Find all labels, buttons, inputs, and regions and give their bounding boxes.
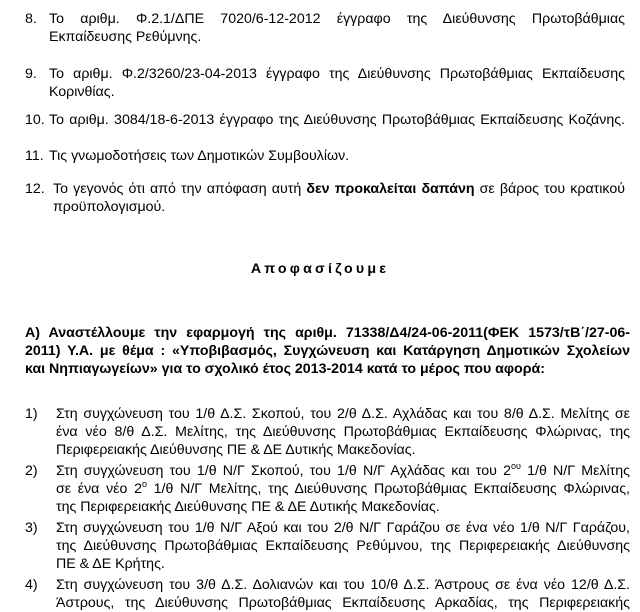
item-text (49, 147, 625, 165)
consideration-item-12 (25, 180, 625, 216)
item-text (56, 405, 630, 459)
item-text-line (56, 480, 630, 498)
item-number: 11. (25, 148, 44, 164)
decision-heading: Αποφασίζουμε (250, 261, 390, 277)
item-text-line: Στη συγχώνευση του 1/θ Ν/Γ Αξού και του 2/θ Ν/Γ Γαράζου σε ένα νέο 1/θ Ν/Γ Γαράζου, (56, 520, 630, 536)
item-number: 4) (25, 577, 38, 593)
item-text-segment: 1/θ Ν/Γ Μελίτης (520, 463, 630, 479)
decision-item-2 (25, 462, 630, 516)
item-text (49, 111, 625, 129)
item-text (53, 180, 625, 216)
section-a-paragraph (25, 324, 630, 378)
consideration-item-11 (25, 147, 625, 165)
item-text-line: Στη συγχώνευση του 3/θ Δ.Σ. Δολιανών και του 10/θ Δ.Σ. Άστρους σε ένα νέο 12/θ Δ.Σ. (56, 577, 630, 593)
item-number: 3) (25, 520, 38, 536)
decision-item-3 (25, 519, 630, 573)
item-text (56, 462, 630, 516)
section-a-line: Α) Αναστέλλουμε την εφαρμογή της αριθμ. 71338/Δ4/24-06-2011(ΦΕΚ 1573/τΒ΄/27-06- (25, 325, 630, 341)
item-text-line: Άστρους, της Διεύθυνσης Πρωτοβάθμιας Εκπαίδευσης Αρκαδίας, της Περιφερειακής (56, 595, 630, 611)
ordinal-superscript: ο (141, 479, 147, 489)
item-text-line: Περιφερειακής Διεύθυνσης ΠΕ & ΔΕ Δυτικής Μακεδονίας. (56, 442, 416, 458)
section-a-line: 2011) Υ.Α. με θέμα : «Υποβιβασμός, Συγχώνευση και Κατάργηση Δημοτικών Σχολείων (25, 343, 630, 359)
item-number: 8. (25, 11, 37, 27)
item-text-segment: σε ένα νέο 2 (56, 481, 142, 497)
decision-item-4 (25, 576, 630, 612)
item-text-line: Τις γνωμοδοτήσεις των Δημοτικών Συμβουλίων. (49, 148, 350, 164)
consideration-item-10 (25, 111, 625, 129)
item-text-segment: σε βάρος του κρατικού (474, 181, 625, 197)
item-text-line: ΠΕ & ΔΕ Κρήτης. (56, 556, 165, 572)
item-text-line: της Διεύθυνσης Πρωτοβάθμιας Εκπαίδευσης Ρεθύμνου, της Περιφερειακής Διεύθυνσης (56, 538, 630, 554)
item-text-line: Κορινθίας. (49, 84, 115, 100)
item-text-line: Το αριθμ. Φ.2.1/ΔΠΕ 7020/6-12-2012 έγγραφο της Διεύθυνσης Πρωτοβάθμιας (49, 11, 625, 27)
item-text-line: Στη συγχώνευση του 1/θ Δ.Σ. Σκοπού, του 2/θ Δ.Σ. Αχλάδας και του 8/θ Δ.Σ. Μελίτης σε (56, 406, 630, 422)
item-number: 10. (25, 112, 45, 128)
item-number: 2) (25, 463, 38, 479)
item-text-line: της Περιφερειακής Διεύθυνσης ΠΕ & ΔΕ Δυτικής Μακεδονίας. (56, 499, 440, 515)
item-text (49, 65, 625, 101)
item-text (49, 10, 625, 46)
item-number: 1) (25, 406, 38, 422)
item-text (56, 519, 630, 573)
item-number: 12. (25, 181, 45, 197)
item-text-line: ένα νέο 8/θ Δ.Σ. Μελίτης, της Διεύθυνσης Πρωτοβάθμιας Εκπαίδευσης Φλώρινας, της (56, 424, 630, 440)
item-text-line: προϋπολογισμού. (53, 199, 166, 215)
no-expense-emphasis: δεν προκαλείται δαπάνη (306, 181, 475, 197)
item-text-line (53, 180, 625, 198)
decision-item-1 (25, 405, 630, 459)
item-text-segment: Στη συγχώνευση του 1/θ Ν/Γ Σκοπού, του 1/θ Ν/Γ Αχλάδας και του 2 (56, 463, 511, 479)
consideration-item-8 (25, 10, 625, 46)
ordinal-superscript: ου (510, 461, 521, 471)
item-text-line: Το αριθμ. Φ.2/3260/23-04-2013 έγγραφο της Διεύθυνσης Πρωτοβάθμιας Εκπαίδευσης (49, 66, 625, 82)
item-text-segment: 1/θ Ν/Γ Μελίτης, της Διεύθυνσης Πρωτοβάθμιας Εκπαίδευσης Φλώρινας, (146, 481, 630, 497)
item-text (56, 576, 630, 612)
item-text-line: Το αριθμ. 3084/18-6-2013 έγγραφο της Διεύθυνσης Πρωτοβάθμιας Εκπαίδευσης Κοζάνης. (49, 112, 625, 128)
item-text-line (56, 462, 630, 480)
item-text-segment: Το γεγονός ότι από την απόφαση αυτή (53, 181, 307, 197)
section-a-line: και Νηπιαγωγείων» για το σχολικό έτος 2013-2014 κατά το μέρος που αφορά: (25, 361, 545, 377)
item-text-line: Εκπαίδευσης Ρεθύμνης. (49, 29, 202, 45)
item-number: 9. (25, 66, 37, 82)
consideration-item-9 (25, 65, 625, 101)
